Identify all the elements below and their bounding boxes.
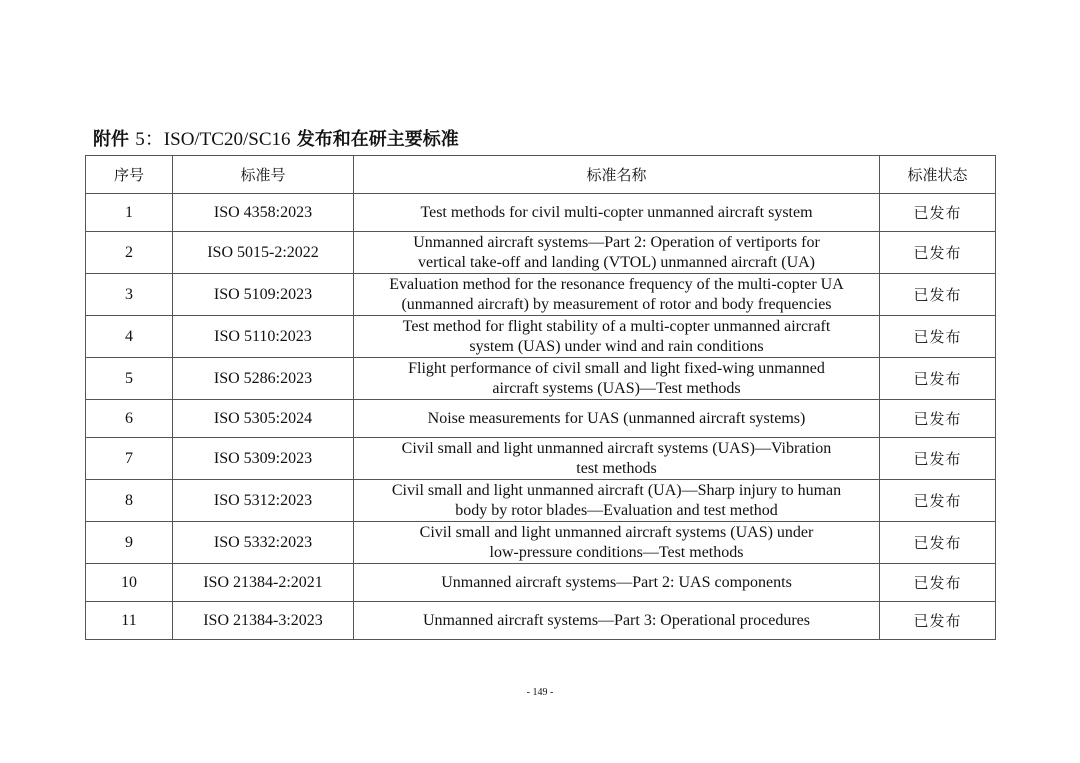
name-cell — [354, 232, 880, 274]
table-row — [86, 358, 996, 400]
table-row — [86, 274, 996, 316]
name-cell — [354, 194, 880, 232]
name-line: Civil small and light unmanned aircraft (UA)—Sharp injury to human — [391, 481, 842, 499]
code-cell: ISO 5109:2023 — [173, 274, 354, 316]
name-line: Test methods for civil multi-copter unmanned aircraft system — [420, 203, 813, 221]
code-cell: ISO 5015-2:2022 — [173, 232, 354, 274]
code-cell: ISO 5312:2023 — [173, 480, 354, 522]
header-standard-status: 标准状态 — [880, 156, 996, 194]
status-cell: 已发布 — [880, 358, 996, 400]
header-standard-name: 标准名称 — [354, 156, 880, 194]
table-row — [86, 564, 996, 602]
code-cell: ISO 5110:2023 — [173, 316, 354, 358]
title-number: 5： — [135, 129, 164, 150]
status-cell: 已发布 — [880, 602, 996, 640]
status-cell: 已发布 — [880, 316, 996, 358]
table-row — [86, 602, 996, 640]
header-standard-code: 标准号 — [173, 156, 354, 194]
name-line: aircraft systems (UAS)—Test methods — [492, 379, 741, 397]
table-row — [86, 194, 996, 232]
code-cell: ISO 5305:2024 — [173, 400, 354, 438]
table-row — [86, 232, 996, 274]
name-line: test methods — [576, 459, 657, 477]
name-cell — [354, 564, 880, 602]
status-cell: 已发布 — [880, 564, 996, 602]
serial-cell: 11 — [86, 602, 173, 640]
code-cell: ISO 4358:2023 — [173, 194, 354, 232]
code-cell: ISO 21384-3:2023 — [173, 602, 354, 640]
serial-cell: 4 — [86, 316, 173, 358]
table-row — [86, 400, 996, 438]
code-cell: ISO 5309:2023 — [173, 438, 354, 480]
name-line: Noise measurements for UAS (unmanned aircraft systems) — [427, 409, 806, 427]
name-cell — [354, 438, 880, 480]
page-title — [93, 124, 459, 151]
name-cell — [354, 358, 880, 400]
table-row — [86, 522, 996, 564]
code-cell: ISO 5332:2023 — [173, 522, 354, 564]
name-cell — [354, 400, 880, 438]
status-cell: 已发布 — [880, 480, 996, 522]
serial-cell: 2 — [86, 232, 173, 274]
name-cell — [354, 522, 880, 564]
name-line: body by rotor blades—Evaluation and test method — [455, 501, 778, 519]
name-line: (unmanned aircraft) by measurement of rotor and body frequencies — [401, 295, 832, 313]
serial-cell: 7 — [86, 438, 173, 480]
serial-cell: 10 — [86, 564, 173, 602]
page-number: - 149 - — [526, 687, 554, 698]
status-cell: 已发布 — [880, 438, 996, 480]
name-cell — [354, 602, 880, 640]
table-header-row — [86, 156, 996, 194]
name-line: low-pressure conditions—Test methods — [489, 543, 744, 561]
title-code: ISO/TC20/SC16 — [163, 129, 291, 150]
name-line: Unmanned aircraft systems—Part 2: Operation of vertiports for — [413, 233, 820, 251]
table-row — [86, 316, 996, 358]
name-line: Civil small and light unmanned aircraft systems (UAS) under — [419, 523, 814, 541]
header-serial: 序号 — [86, 156, 173, 194]
standards-table — [85, 155, 996, 640]
status-cell: 已发布 — [880, 522, 996, 564]
name-line: Unmanned aircraft systems—Part 2: UAS components — [441, 573, 792, 591]
status-cell: 已发布 — [880, 232, 996, 274]
name-line: Flight performance of civil small and light fixed-wing unmanned — [408, 359, 825, 377]
title-prefix: 附件 — [93, 129, 136, 150]
status-cell: 已发布 — [880, 194, 996, 232]
name-line: Unmanned aircraft systems—Part 3: Operational procedures — [423, 611, 810, 629]
status-cell: 已发布 — [880, 400, 996, 438]
status-cell: 已发布 — [880, 274, 996, 316]
code-cell: ISO 21384-2:2021 — [173, 564, 354, 602]
name-cell — [354, 274, 880, 316]
name-line: Test method for flight stability of a multi-copter unmanned aircraft — [402, 317, 831, 335]
name-cell — [354, 316, 880, 358]
serial-cell: 3 — [86, 274, 173, 316]
code-cell: ISO 5286:2023 — [173, 358, 354, 400]
serial-cell: 8 — [86, 480, 173, 522]
serial-cell: 9 — [86, 522, 173, 564]
name-cell — [354, 480, 880, 522]
serial-cell: 5 — [86, 358, 173, 400]
title-suffix: 发布和在研主要标准 — [290, 129, 459, 150]
serial-cell: 6 — [86, 400, 173, 438]
name-line: vertical take-off and landing (VTOL) unmanned aircraft (UA) — [417, 253, 816, 271]
serial-cell: 1 — [86, 194, 173, 232]
name-line: Evaluation method for the resonance frequency of the multi-copter UA — [389, 275, 844, 293]
table-row — [86, 480, 996, 522]
name-line: system (UAS) under wind and rain conditions — [469, 337, 764, 355]
table-row — [86, 438, 996, 480]
name-line: Civil small and light unmanned aircraft systems (UAS)—Vibration — [401, 439, 832, 457]
